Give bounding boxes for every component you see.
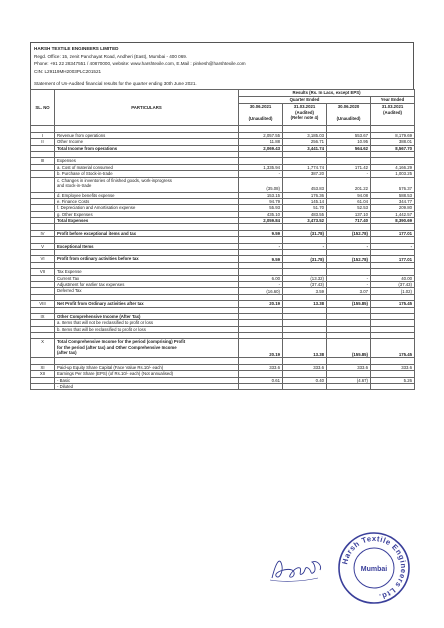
period-column: 30.06.2020 (Unaudited) (327, 104, 371, 126)
row-particular: Total Expenses (55, 218, 239, 224)
row-particular: Other Income (55, 139, 239, 145)
row-particular: f. Depreciation and Amortisation expense (55, 205, 239, 211)
row-value: 171.42 (327, 164, 371, 170)
row-value: 9.59 (239, 230, 283, 236)
row-sl: VIII (31, 301, 55, 307)
header-year: Year Ended (371, 97, 415, 104)
row-value (371, 384, 415, 390)
row-sl: IV (31, 230, 55, 236)
row-value: 11.88 (239, 139, 283, 145)
row-value: 576.37 (371, 177, 415, 192)
row-value: 1,335.94 (239, 164, 283, 170)
row-particular: b. Purchase of Stock-in-trade (55, 171, 239, 177)
row-sl: VI (31, 256, 55, 262)
row-sl: III (31, 158, 55, 164)
row-value: 8,179.69 (371, 132, 415, 138)
row-value: 177.01 (371, 256, 415, 262)
row-particular: Exceptional Items (55, 243, 239, 249)
table-row (31, 384, 415, 390)
row-value: 3,185.03 (283, 132, 327, 138)
row-particular: Profit before exceptional items and tax (55, 230, 239, 236)
company-header (30, 42, 414, 78)
row-value: 387.20 (283, 171, 327, 177)
results-table (30, 89, 415, 390)
row-value: (31.78) (283, 256, 327, 262)
row-value: (31.78) (283, 230, 327, 236)
row-value: 3.07 (327, 288, 371, 294)
row-value: (155.85) (327, 301, 371, 307)
row-value: 145.14 (283, 198, 327, 204)
row-value: 8,390.69 (371, 218, 415, 224)
company-name: HARSH TEXTILE ENGINEERS LIMITED (34, 46, 119, 51)
row-value: 94.79 (239, 198, 283, 204)
row-sl: XII (31, 371, 55, 377)
row-value: (16.60) (239, 288, 283, 294)
row-sl: IX (31, 313, 55, 319)
row-value: 13.38 (283, 339, 327, 358)
row-value: - (239, 243, 283, 249)
row-value: 453.83 (283, 177, 327, 192)
statement-title: Statement of Un-Audited financial results for the quarter ending 30th June 2021. (30, 78, 414, 89)
row-value: 52.53 (327, 205, 371, 211)
row-value: 3.59 (283, 288, 327, 294)
header-quarter: Quarter Ended (239, 97, 371, 104)
row-value (327, 384, 371, 390)
row-sl: I (31, 132, 55, 138)
row-value: (4.67) (327, 377, 371, 383)
row-particular: Total Comprehensive Income for the period (comprising) Profit for the period (after tax) and Other Comprehensive Income (after tax) (55, 339, 239, 358)
header-results: Results (Rs. In Lacs, except EPS) (239, 90, 415, 97)
row-value: 137.10 (327, 211, 371, 217)
row-value: 6.00 (239, 275, 283, 281)
row-particular: Earnings Per Share (EPS) (of Rs.10/- each) (Not annualised) (55, 371, 239, 377)
registered-office: Regd. Office: 15, zenit Panchayat Road, Andheri (East), Mumbai - 400 069. (34, 53, 188, 59)
row-particular: a. Cost of material consumed (55, 164, 239, 170)
table-row (31, 339, 415, 358)
row-particular: e. Finance Costs (55, 198, 239, 204)
row-value: 2,069.43 (239, 145, 283, 151)
row-value: 3,441.74 (283, 145, 327, 151)
row-value: 344.77 (371, 198, 415, 204)
company-seal (336, 530, 412, 606)
seal-city: Mumbai (360, 566, 388, 573)
row-value: 3,473.52 (283, 218, 327, 224)
row-value: 20.19 (239, 339, 283, 358)
row-sl (31, 384, 55, 390)
row-value: 333.6 (371, 364, 415, 370)
row-value: (152.78) (327, 256, 371, 262)
row-particular: Adjustment for earlier tax expenses (55, 281, 239, 287)
row-value: 175.45 (371, 339, 415, 358)
period-column: 30.06.2021 (Unaudited) (239, 104, 283, 126)
row-particular: Tax Expense (55, 269, 239, 275)
row-particular: - Diluted (55, 384, 239, 390)
row-particular: Revenue from operations (55, 132, 239, 138)
row-particular: Paid-up Equity Share Capital (Face Value Rs.10/- each) (55, 364, 239, 370)
row-particular: Deferred Tax (55, 288, 239, 294)
row-particular: c. Changes in inventories of finished goods, work-inprogress and stock-in-trade (55, 177, 239, 192)
row-particular: Net Profit from Ordinary activities after tax (55, 301, 239, 307)
contact-line: Phone: +91 22 28347551 / 40870000, website: www.harshtexile.com, E.Mail : pinkesh@harshtexile.com (34, 61, 246, 67)
row-value: 5.26 (371, 377, 415, 383)
cin-line: CIN: L29119MH2003PLC201521 (34, 68, 102, 74)
col-sl: SL. NO (31, 90, 55, 126)
row-value: 94.08 (327, 192, 371, 198)
row-particular: Current Tax (55, 275, 239, 281)
row-particular: Total Income from operations (55, 145, 239, 151)
row-value: 51.70 (283, 205, 327, 211)
period-column: 31.03.2021 (Audited) (Refer note 4) (283, 104, 327, 126)
row-particular: b. Items that will be reclassified to profit or loss (55, 326, 239, 332)
row-particular: Profit from ordinary activities before tax (55, 256, 239, 262)
row-value: (152.78) (327, 230, 371, 236)
table-row (31, 177, 415, 192)
row-value: 201.22 (327, 177, 371, 192)
row-particular: - Basic (55, 377, 239, 383)
row-value: - (283, 243, 327, 249)
row-value: 588.53 (371, 192, 415, 198)
row-value: 153.15 (239, 192, 283, 198)
results-rows (31, 126, 415, 390)
row-value: 176.36 (283, 192, 327, 198)
row-sl: V (31, 243, 55, 249)
row-particular: a. Items that will not be reclassified to profit or loss (55, 320, 239, 326)
row-value: 175.45 (371, 301, 415, 307)
row-value: 4,166.29 (371, 164, 415, 170)
row-particular: d. Employee benefits expense (55, 192, 239, 198)
row-sl: VII (31, 269, 55, 275)
row-value (239, 384, 283, 390)
row-value: 0.40 (283, 377, 327, 383)
row-value: - (327, 281, 371, 287)
row-particular: g. Other Expenses (55, 211, 239, 217)
row-value: 388.01 (371, 139, 415, 145)
row-sl: XI (31, 364, 55, 370)
row-value: 1,003.25 (371, 171, 415, 177)
row-value: (37.43) (371, 281, 415, 287)
row-value: (37.43) (283, 281, 327, 287)
row-value: - (239, 171, 283, 177)
signature (266, 552, 326, 586)
row-value: 20.19 (239, 301, 283, 307)
row-value: - (327, 275, 371, 281)
row-value: - (327, 171, 371, 177)
row-value: - (239, 281, 283, 287)
row-value: 333.6 (327, 364, 371, 370)
row-value: 333.6 (283, 364, 327, 370)
row-value: 435.10 (239, 211, 283, 217)
row-value: - (371, 243, 415, 249)
row-value: 717.40 (327, 218, 371, 224)
row-value: 0.61 (239, 377, 283, 383)
row-value: 209.80 (371, 205, 415, 211)
row-value: 553.67 (327, 132, 371, 138)
row-value: 564.62 (327, 145, 371, 151)
row-value: (13.32) (283, 275, 327, 281)
row-value: 55.93 (239, 205, 283, 211)
row-value: 1,774.74 (283, 164, 327, 170)
row-value: 333.6 (239, 364, 283, 370)
row-particular: Expenses (55, 158, 239, 164)
row-value: 256.71 (283, 139, 327, 145)
row-sl: X (31, 339, 55, 358)
period-column: 31.03.2021 (Audited) (371, 104, 415, 126)
row-value: (35.08) (239, 177, 283, 192)
row-value: (1.02) (371, 288, 415, 294)
row-value: 8,567.70 (371, 145, 415, 151)
row-value: 13.38 (283, 301, 327, 307)
row-value: 9.59 (239, 256, 283, 262)
row-value: 40.00 (371, 275, 415, 281)
row-particular: Other Comprehensive Income (After Tax) (55, 313, 239, 319)
row-value: - (327, 243, 371, 249)
row-value: 177.01 (371, 230, 415, 236)
row-value: 483.55 (283, 211, 327, 217)
row-value (283, 384, 327, 390)
row-value: 10.95 (327, 139, 371, 145)
col-particulars: PARTICULARS (55, 90, 239, 126)
row-value: 2,057.55 (239, 132, 283, 138)
financial-results-page (30, 42, 414, 602)
row-value: 61.04 (327, 198, 371, 204)
row-sl: II (31, 139, 55, 145)
row-sl (31, 177, 55, 192)
seal-text: Harsh Textile Engineers Ltd. (340, 533, 409, 602)
row-value: 1,442.57 (371, 211, 415, 217)
row-value: (155.85) (327, 339, 371, 358)
row-value: 2,059.84 (239, 218, 283, 224)
